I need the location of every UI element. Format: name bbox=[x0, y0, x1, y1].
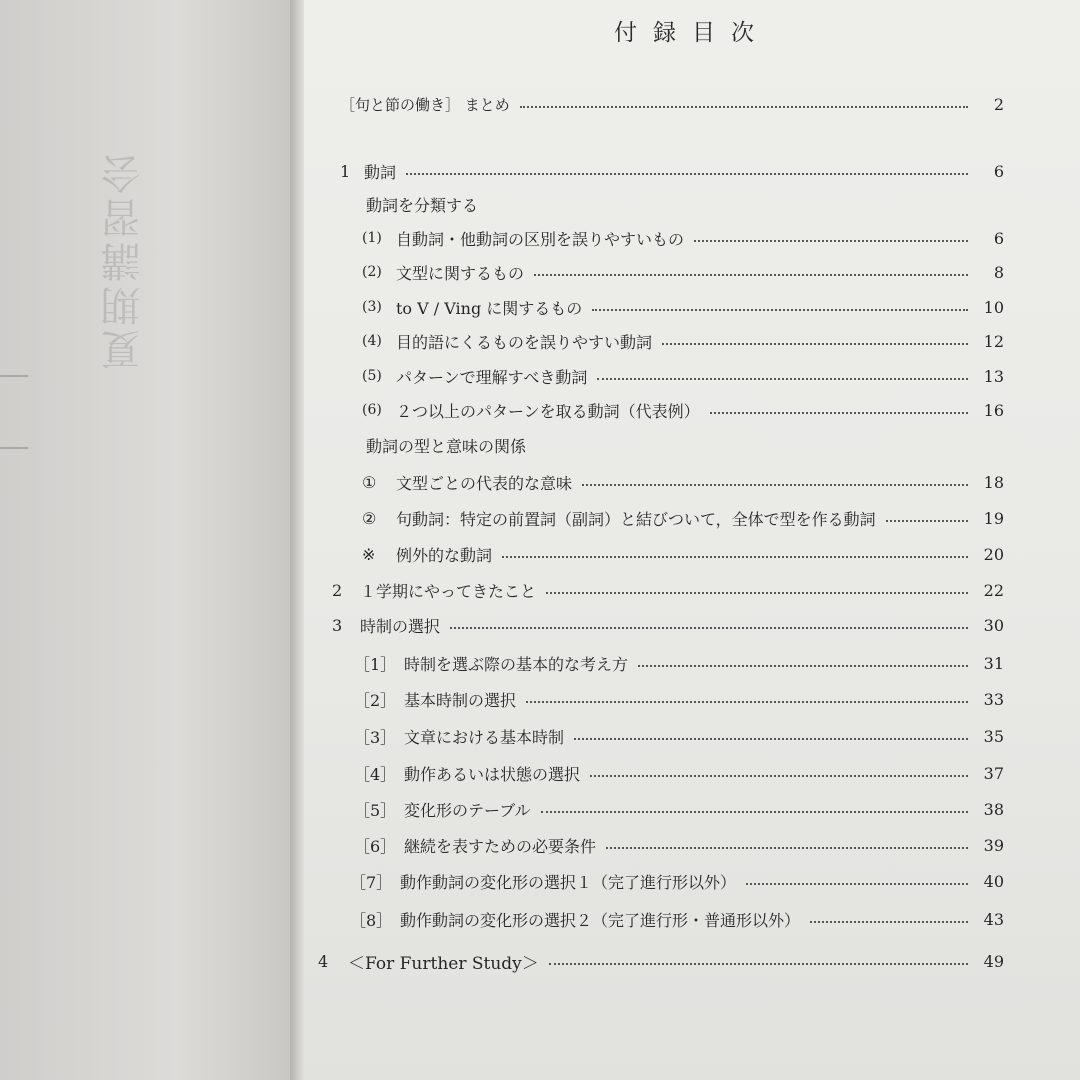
toc-entry-page: 43 bbox=[983, 909, 1004, 929]
toc-entry-label: 基本時制の選択 bbox=[404, 690, 517, 710]
left-page bbox=[0, 0, 296, 1080]
toc-dot-leader bbox=[710, 412, 968, 414]
toc-entry-label: ２つ以上のパターンを取る動詞（代表例） bbox=[396, 401, 700, 421]
toc-entry-number: (3) bbox=[362, 299, 382, 315]
toc-entry-label: 例外的な動詞 bbox=[396, 545, 493, 565]
toc-section-number: 4 bbox=[318, 951, 329, 971]
toc-section-label: １学期にやってきたこと bbox=[360, 581, 537, 601]
toc-entry-number: (1) bbox=[362, 230, 382, 246]
toc-entry-number: ① bbox=[362, 472, 377, 492]
toc-entry bbox=[362, 361, 1004, 391]
toc-entry-intro bbox=[340, 89, 1004, 119]
toc-entry-number: ［1］ bbox=[354, 654, 397, 674]
toc-entry-label: ［句と節の働き］ まとめ bbox=[340, 95, 510, 114]
toc-entry-page: 35 bbox=[983, 726, 1004, 746]
toc-entry-number: ［5］ bbox=[354, 800, 397, 820]
toc-entry bbox=[354, 684, 1004, 714]
toc-entry bbox=[362, 223, 1004, 253]
toc-entry-number: (4) bbox=[362, 333, 382, 349]
toc-entry-number: (2) bbox=[362, 264, 382, 280]
toc-entry-number: (5) bbox=[362, 368, 382, 384]
toc-dot-leader bbox=[546, 592, 968, 594]
toc-dot-leader bbox=[574, 738, 968, 740]
toc-section-1 bbox=[340, 156, 1004, 186]
toc-entry-number: ［8］ bbox=[350, 910, 393, 930]
toc-section-3 bbox=[332, 610, 1004, 640]
toc-entry-page: 13 bbox=[983, 366, 1004, 386]
toc-entry-label: 動作動詞の変化形の選択１（完了進行形以外） bbox=[400, 872, 737, 892]
toc-entry-label: 変化形のテーブル bbox=[404, 800, 531, 820]
toc-entry bbox=[362, 503, 1004, 533]
toc-entry-number: ［6］ bbox=[354, 836, 397, 856]
toc-entry bbox=[354, 648, 1004, 678]
toc-dot-leader bbox=[597, 378, 968, 380]
toc-section-4 bbox=[318, 946, 1004, 976]
toc-entry-page: 49 bbox=[983, 951, 1004, 971]
page-title: 付録目次 bbox=[614, 20, 770, 46]
toc-entry-page: 12 bbox=[983, 331, 1004, 351]
toc-entry-page: 37 bbox=[983, 763, 1004, 783]
toc-entry-label: 自動詞・他動詞の区別を誤りやすいもの bbox=[396, 229, 685, 249]
toc-dot-leader bbox=[606, 847, 968, 849]
toc-entry bbox=[362, 539, 1004, 569]
left-page-mark bbox=[0, 375, 28, 449]
toc-section-label: 時制の選択 bbox=[360, 616, 441, 636]
toc-entry-page: 6 bbox=[993, 161, 1004, 181]
toc-entry bbox=[362, 292, 1004, 322]
toc-entry-page: 10 bbox=[983, 297, 1004, 317]
toc-entry bbox=[354, 758, 1004, 788]
toc-entry-number: ［4］ bbox=[354, 764, 397, 784]
toc-dot-leader bbox=[582, 484, 968, 486]
toc-dot-leader bbox=[638, 665, 968, 667]
toc-dot-leader bbox=[746, 883, 968, 885]
toc-dot-leader bbox=[520, 106, 968, 108]
toc-entry-page: 38 bbox=[983, 799, 1004, 819]
toc-dot-leader bbox=[534, 274, 968, 276]
toc-entry-label: 動作動詞の変化形の選択２（完了進行形・普通形以外） bbox=[400, 910, 801, 930]
toc-entry-number: ② bbox=[362, 508, 377, 528]
toc-entry-page: 6 bbox=[993, 228, 1004, 248]
toc-section-label: ＜For Further Study＞ bbox=[348, 953, 539, 974]
toc-entry-number: ［3］ bbox=[354, 727, 397, 747]
toc-dot-leader bbox=[549, 963, 968, 965]
toc-entry bbox=[362, 326, 1004, 356]
toc-entry-page: 22 bbox=[983, 580, 1004, 600]
toc-group-heading: 動詞の型と意味の関係 bbox=[366, 437, 527, 456]
toc-dot-leader bbox=[590, 775, 968, 777]
toc-entry-number: ［2］ bbox=[354, 690, 397, 710]
toc-dot-leader bbox=[886, 520, 968, 522]
toc-entry-number: ［7］ bbox=[350, 872, 393, 892]
toc-section-number: 1 bbox=[340, 161, 351, 181]
toc-entry-label: 文型に関するもの bbox=[396, 263, 525, 283]
toc-entry-label: 句動詞：特定の前置詞（副詞）と結びついて，全体で型を作る動詞 bbox=[396, 509, 876, 529]
toc-entry-page: 8 bbox=[993, 262, 1004, 282]
toc-entry-page: 16 bbox=[983, 400, 1004, 420]
toc-section-2 bbox=[332, 575, 1004, 605]
toc-entry-page: 33 bbox=[983, 689, 1004, 709]
toc-entry-page: 39 bbox=[983, 835, 1004, 855]
left-page-bleed-text: 夏期講習会 bbox=[101, 150, 147, 370]
toc-dot-leader bbox=[406, 173, 968, 175]
toc-entry bbox=[350, 866, 1004, 896]
toc-entry-label: to V / Ving に関するもの bbox=[396, 298, 583, 318]
toc-entry-number: (6) bbox=[362, 402, 382, 418]
toc-entry-label: パターンで理解すべき動詞 bbox=[396, 367, 588, 387]
toc-dot-leader bbox=[526, 701, 968, 703]
toc-dot-leader bbox=[810, 921, 968, 923]
toc-entry-number: ※ bbox=[362, 544, 376, 564]
toc-dot-leader bbox=[592, 309, 968, 311]
toc-entry bbox=[362, 467, 1004, 497]
right-page bbox=[304, 0, 1080, 1080]
toc-dot-leader bbox=[694, 240, 968, 242]
toc-entry-page: 40 bbox=[983, 871, 1004, 891]
toc-entry bbox=[350, 904, 1004, 934]
toc-section-number: 2 bbox=[332, 580, 343, 600]
toc-entry-page: 20 bbox=[983, 544, 1004, 564]
toc-dot-leader bbox=[662, 343, 968, 345]
toc-section-label: 動詞 bbox=[364, 162, 397, 182]
toc-entry-label: 時制を選ぶ際の基本的な考え方 bbox=[404, 654, 629, 674]
toc-entry-label: 目的語にくるものを誤りやすい動詞 bbox=[396, 332, 653, 352]
toc-entry bbox=[362, 257, 1004, 287]
toc-entry bbox=[354, 721, 1004, 751]
toc-entry bbox=[354, 830, 1004, 860]
toc-dot-leader bbox=[450, 627, 968, 629]
toc-entry-label: 動作あるいは状態の選択 bbox=[404, 764, 581, 784]
toc-entry-page: 30 bbox=[983, 615, 1004, 635]
toc-entry-label: 継続を表すための必要条件 bbox=[404, 836, 597, 856]
toc-entry-page: 18 bbox=[983, 472, 1004, 492]
toc-dot-leader bbox=[541, 811, 968, 813]
toc-entry bbox=[362, 395, 1004, 425]
toc-entry-page: 19 bbox=[983, 508, 1004, 528]
toc-entry-page: 31 bbox=[983, 653, 1004, 673]
toc-entry bbox=[354, 794, 1004, 824]
toc-group-heading: 動詞を分類する bbox=[366, 196, 479, 215]
toc-entry-label: 文型ごとの代表的な意味 bbox=[396, 473, 573, 493]
toc-entry-label: 文章における基本時制 bbox=[404, 727, 565, 747]
toc-entry-page: 2 bbox=[993, 94, 1004, 114]
toc-dot-leader bbox=[502, 556, 968, 558]
toc-section-number: 3 bbox=[332, 615, 343, 635]
